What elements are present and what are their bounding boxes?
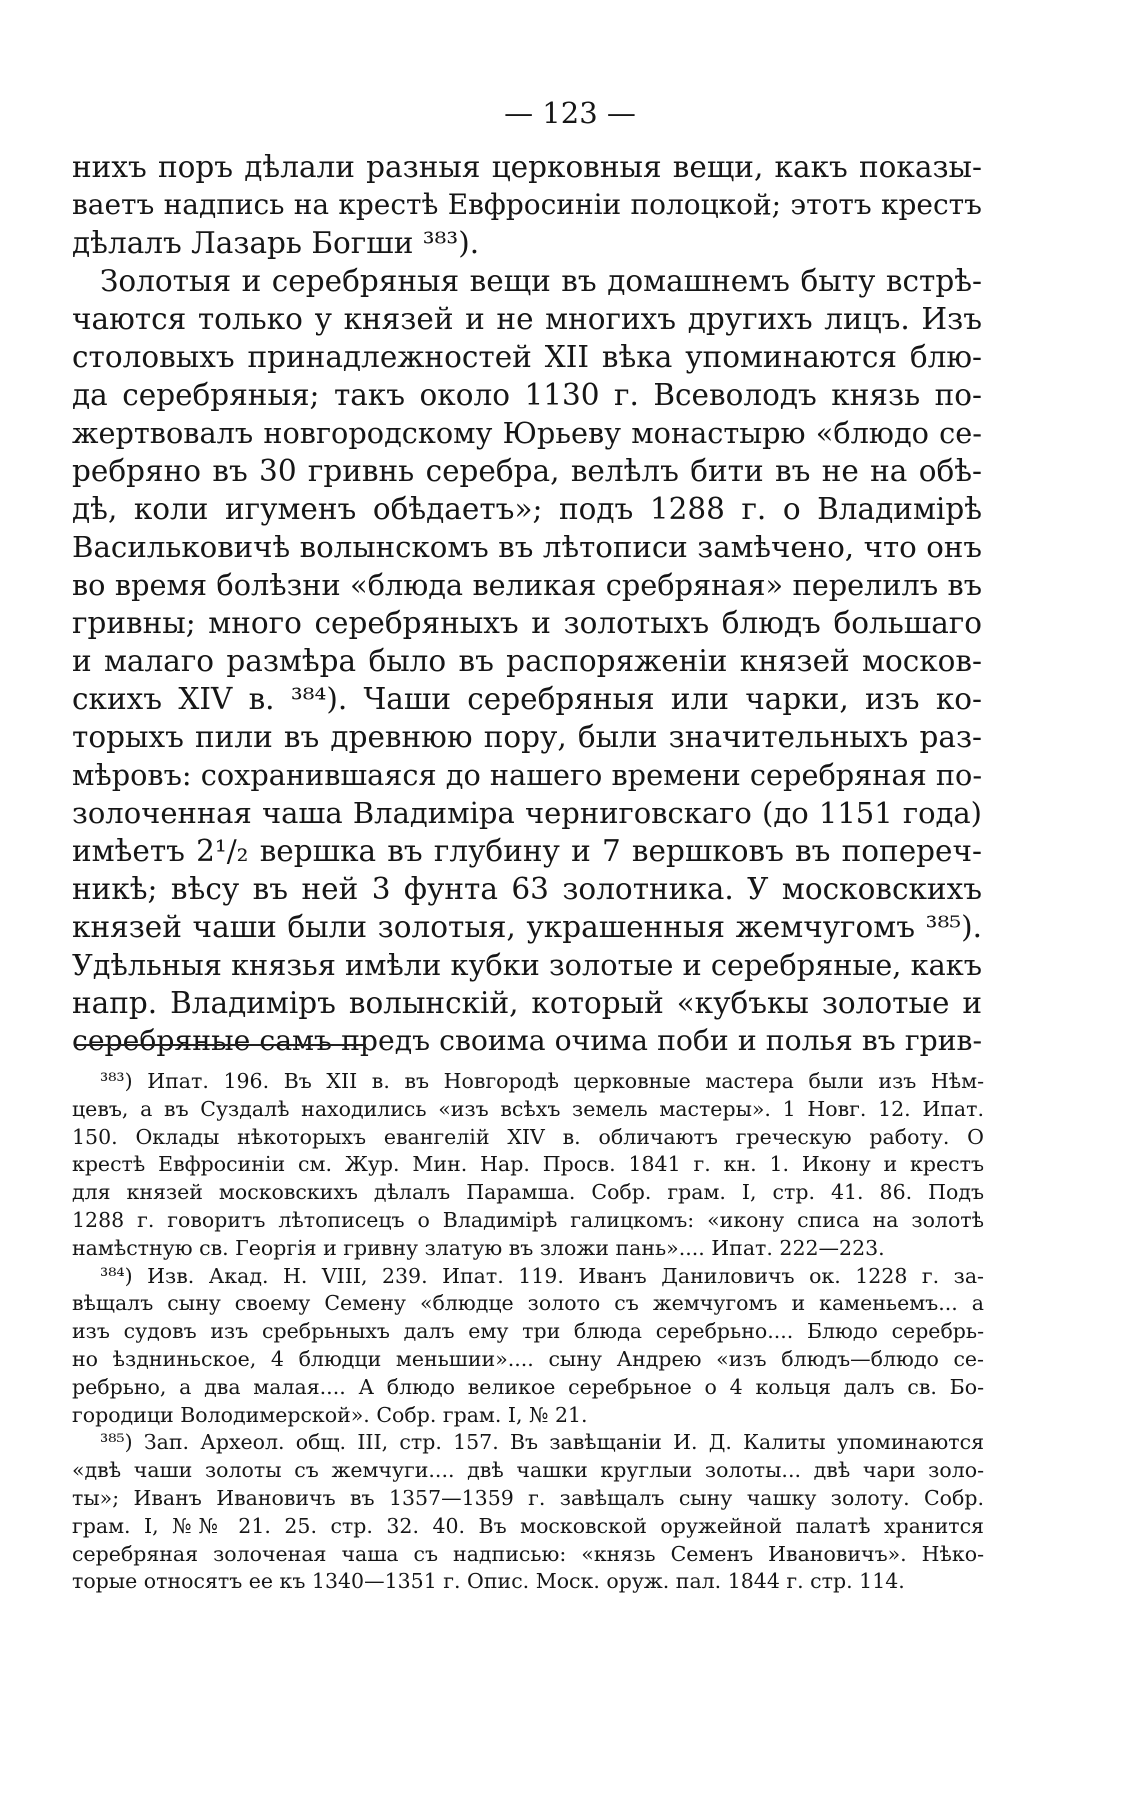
text-line: золоченная чаша Владиміра черниговскаго (до 1151 года) [72, 796, 982, 830]
footnote-line: для князей московскихъ дѣлалъ Парамша. Собр. грам. I, стр. 41. 86. Подъ [72, 1180, 984, 1205]
text-line: напр. Владиміръ волынскій, который «кубъкы золотые и [72, 986, 982, 1020]
text-line: скихъ XIV в. ³⁸⁴). Чаши серебряныя или чарки, изъ ко- [72, 682, 982, 716]
text-line: нихъ поръ дѣлали разныя церковныя вещи, какъ показы- [72, 150, 982, 184]
text-line: ваетъ надпись на крестѣ Евфросиніи полоцкой; этотъ крестъ [72, 188, 982, 221]
footnote-line: ³⁸⁴) Изв. Акад. Н. VIII, 239. Ипат. 119. Иванъ Даниловичъ ок. 1228 г. за- [100, 1263, 984, 1288]
footnote-line: городици Володимерской». Собр. грам. I, № 21. [72, 1402, 588, 1427]
text-line: жертвовалъ новгородскому Юрьеву монастырю «блюдо се- [72, 416, 982, 450]
footnotes [72, 1068, 984, 1596]
footnote-line: ³⁸³) Ипат. 196. Въ XII в. въ Новгородѣ церковные мастера были изъ Нѣм- [100, 1069, 984, 1093]
text-line: гривны; много серебряныхъ и золотыхъ блюдъ большаго [72, 606, 982, 640]
text-line: дѣлалъ Лазарь Богши ³⁸³). [72, 226, 480, 260]
footnote-line: изъ судовъ изъ сребрьныхъ далъ ему три блюда серебрьно.... Блюдо серебрь- [72, 1319, 984, 1344]
main-text [72, 148, 982, 1060]
text-line: Золотыя и серебряныя вещи въ домашнемъ быту встрѣ- [100, 264, 982, 298]
page-number: — 123 — [504, 96, 636, 130]
text-line: никѣ; вѣсу въ ней 3 фунта 63 золотника. У московскихъ [72, 872, 982, 906]
footnote-line: ты»; Иванъ Ивановичъ въ 1357—1359 г. завѣщалъ сыну чашку золоту. Собр. [72, 1485, 984, 1510]
footnote-line: вѣщалъ сыну своему Семену «блюдце золото съ жемчугомъ и каменьемъ... а [72, 1291, 984, 1316]
footnote-line: 150. Оклады нѣкоторыхъ евангелій XIV в. обличаютъ греческую работу. О [72, 1124, 984, 1149]
footnote-line: цевъ, а въ Суздалѣ находились «изъ всѣхъ земель мастеры». 1 Новг. 12. Ипат. [72, 1096, 984, 1121]
text-line: дѣ, коли игуменъ обѣдаетъ»; подъ 1288 г. о Владимірѣ [72, 492, 982, 526]
text-line: Васильковичѣ волынскомъ въ лѣтописи замѣчено, что онъ [72, 530, 982, 564]
text-line: серебряные самъ предъ своима очима поби и полья въ грив- [72, 1024, 982, 1057]
footnote-line: ³⁸⁵) Зап. Археол. общ. III, стр. 157. Въ завѣщаніи И. Д. Калиты упоминаются [100, 1430, 984, 1455]
text-line: во время болѣзни «блюда великая сребряная» перелилъ въ [72, 568, 982, 602]
text-line: да серебряныя; такъ около 1130 г. Всеволодъ князь по- [72, 378, 982, 412]
footnote-line: торые относятъ ее къ 1340—1351 г. Опис. Моск. оруж. пал. 1844 г. стр. 114. [72, 1569, 905, 1594]
footnote-line: крестѣ Евфросиніи см. Жур. Мин. Нар. Просв. 1841 г. кн. 1. Икону и крестъ [72, 1152, 984, 1177]
text-line: и малаго размѣра было въ распоряженіи князей москов- [72, 644, 982, 678]
text-line: чаются только у князей и не многихъ другихъ лицъ. Изъ [72, 302, 982, 336]
text-line: мѣровъ: сохранившаяся до нашего времени серебряная по- [72, 758, 983, 792]
text-line: Удѣльныя князья имѣли кубки золотые и серебряные, какъ [72, 948, 982, 982]
text-line: ребряно въ 30 гривнь серебра, велѣлъ бити въ не на обѣ- [72, 454, 982, 488]
footnote-line: но ѣздниньское, 4 блюдци меньшии».... сыну Андрею «изъ блюдъ—блюдо се- [72, 1346, 984, 1371]
footnote-line: серебряная золоченая чаша съ надписью: «князь Семенъ Ивановичъ». Нѣко- [72, 1541, 984, 1566]
footnote-line: 1288 г. говоритъ лѣтописецъ о Владимірѣ галицкомъ: «икону списа на золотѣ [72, 1207, 984, 1232]
text-line: князей чаши были золотыя, украшенныя жемчугомъ ³⁸⁵). [72, 910, 982, 944]
footnote-line: грам. I, №№ 21. 25. стр. 32. 40. Въ московской оружейной палатѣ хранится [72, 1513, 984, 1538]
footnote-line: намѣстную св. Георгія и гривну златую въ зложи пань».... Ипат. 222—223. [72, 1235, 885, 1260]
text-line: столовыхъ принадлежностей XII вѣка упоминаются блю- [72, 340, 982, 374]
text-line: имѣетъ 2¹/₂ вершка въ глубину и 7 вершковъ въ попереч- [72, 834, 982, 868]
text-line: торыхъ пили въ древнюю пору, были значительныхъ раз- [72, 720, 982, 754]
footnote-line: «двѣ чаши золоты съ жемчуги.... двѣ чашки круглыи золоты... двѣ чари золо- [72, 1458, 984, 1483]
footnote-divider [74, 1044, 366, 1046]
footnote-line: ребрьно, а два малая.... А блюдо великое серебрьное о 4 кольця далъ св. Бо- [72, 1374, 984, 1399]
